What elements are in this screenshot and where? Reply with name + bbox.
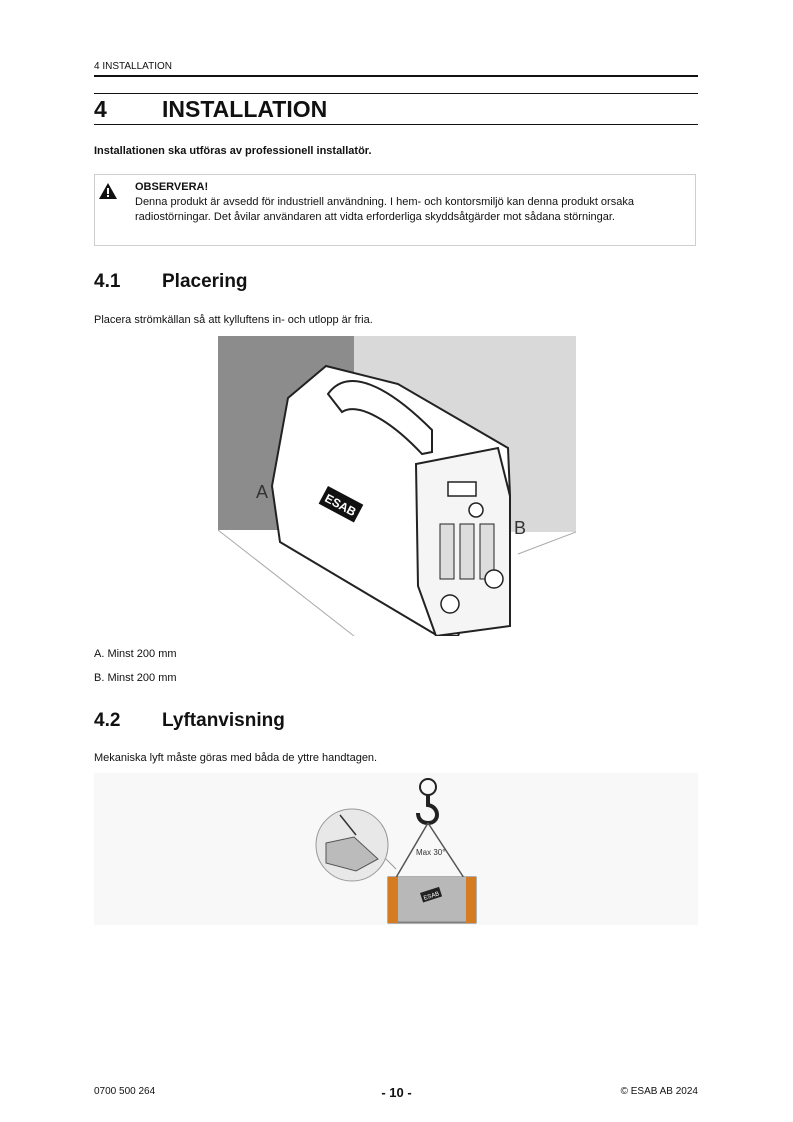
notice-text: Denna produkt är avsedd för industriell användning. I hem- och kontorsmiljö kan denna produkt orsaka radiostörningar. Det åvilar användaren att vidta erforderliga skyddsåtgärder mot sådana störningar. (135, 196, 634, 223)
running-header-title: 4 INSTALLATION (94, 61, 172, 72)
chapter-title: INSTALLATION (162, 96, 328, 122)
brand-logo: ESAB (322, 491, 359, 520)
angle-label: Max 30° (416, 848, 446, 857)
notice-title: OBSERVERA! (135, 181, 209, 193)
running-header (94, 61, 698, 77)
section-title: Lyftanvisning (162, 710, 285, 731)
warning-icon (99, 183, 117, 199)
footer-doc-number: 0700 500 264 (94, 1086, 156, 1097)
section-paragraph: Placera strömkällan så att kylluftens in- och utlopp är fria. (94, 314, 373, 326)
section-number: 4.1 (94, 271, 121, 292)
footer-copyright: © ESAB AB 2024 (620, 1086, 698, 1097)
lifting-figure (94, 773, 698, 925)
notice-box (94, 174, 696, 246)
chapter-rule-top (94, 93, 698, 94)
chapter-rule-bottom (94, 124, 698, 125)
legend-item-a: A. Minst 200 mm (94, 648, 177, 660)
section-title: Placering (162, 271, 248, 292)
intro-text: Installationen ska utföras av professionell installatör. (94, 145, 372, 157)
legend-item-b: B. Minst 200 mm (94, 672, 177, 684)
page-number: - 10 - (381, 1085, 412, 1100)
section-number: 4.2 (94, 710, 121, 731)
section-paragraph: Mekaniska lyft måste göras med båda de yttre handtagen. (94, 752, 378, 764)
placement-figure (218, 336, 576, 636)
brand-logo: ESAB (423, 891, 441, 902)
socket-minus (441, 595, 459, 613)
chapter-number: 4 (94, 96, 107, 122)
display-window (448, 482, 476, 496)
socket-plus (485, 570, 503, 588)
control-knob (469, 503, 483, 517)
dimension-label-a: A (256, 482, 269, 502)
dimension-label-b: B (514, 518, 527, 538)
